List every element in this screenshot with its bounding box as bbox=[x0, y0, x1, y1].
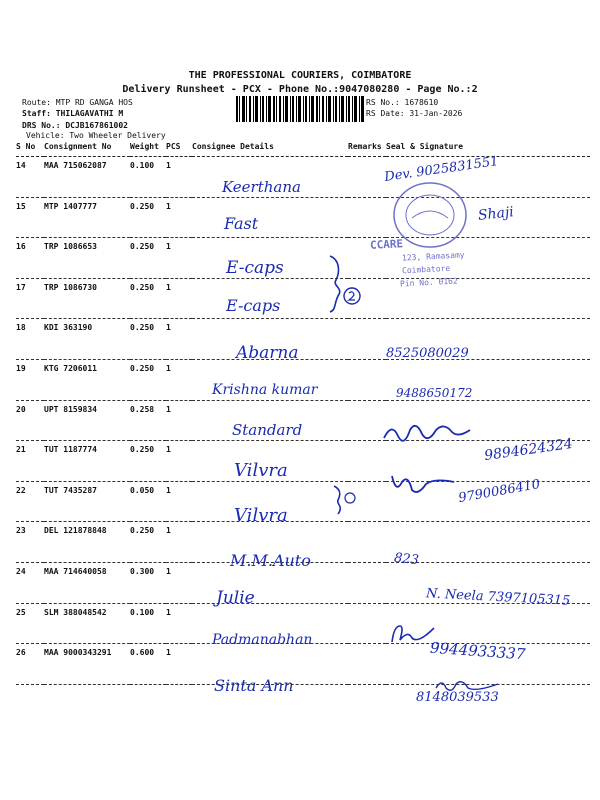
row-consignment-no: UPT 8159834 bbox=[44, 400, 130, 441]
signature-handwriting: N. Neela 7397105315 bbox=[425, 586, 571, 609]
consignee-handwriting: Standard bbox=[232, 421, 303, 439]
row-consignment-no: TRP 1086730 bbox=[44, 278, 130, 319]
barcode bbox=[236, 96, 364, 122]
row-sno: 16 bbox=[16, 238, 44, 279]
row-pcs: 1 bbox=[166, 522, 192, 563]
row-pcs: 1 bbox=[166, 644, 192, 685]
consignee-handwriting: E-caps bbox=[226, 258, 284, 278]
row-sno: 19 bbox=[16, 359, 44, 400]
row-weight: 0.100 bbox=[130, 603, 166, 644]
col-consignee-header: Consignee Details bbox=[192, 140, 348, 157]
row-consignment-no: KTG 7206011 bbox=[44, 359, 130, 400]
consignee-handwriting: E-caps bbox=[226, 296, 281, 315]
signature-handwriting: 8148039533 bbox=[416, 690, 499, 705]
row-consignment-no: TRP 1086653 bbox=[44, 238, 130, 279]
row-weight: 0.100 bbox=[130, 157, 166, 198]
row-consignment-no: MTP 1407777 bbox=[44, 197, 130, 238]
grouping-brace-mark bbox=[330, 482, 360, 518]
row-pcs: 1 bbox=[166, 319, 192, 360]
row-sno: 25 bbox=[16, 603, 44, 644]
consignee-handwriting: Krishna kumar bbox=[212, 382, 318, 398]
company-title: THE PROFESSIONAL COURIERS, COIMBATORE bbox=[188, 70, 412, 81]
signature-scribble bbox=[432, 676, 502, 694]
row-weight: 0.250 bbox=[130, 319, 166, 360]
signature-handwriting: Dev. 9025831551 bbox=[383, 154, 500, 185]
row-weight: 0.250 bbox=[130, 238, 166, 279]
signature-handwriting: 9894624324 bbox=[483, 435, 574, 465]
col-consignment-header: Consignment No bbox=[44, 140, 130, 157]
row-sno: 22 bbox=[16, 481, 44, 522]
stamp-line: Pin No. 0162 bbox=[399, 276, 458, 289]
row-sno: 18 bbox=[16, 319, 44, 360]
runsheet-subtitle: Delivery Runsheet - PCX - Phone No.:9047080280 - Page No.:2 bbox=[122, 84, 478, 95]
row-consignment-no: SLM 388048542 bbox=[44, 603, 130, 644]
row-sno: 17 bbox=[16, 278, 44, 319]
row-pcs: 1 bbox=[166, 400, 192, 441]
row-pcs: 1 bbox=[166, 359, 192, 400]
table-row bbox=[16, 157, 590, 198]
row-pcs: 1 bbox=[166, 562, 192, 603]
row-weight: 0.250 bbox=[130, 278, 166, 319]
row-weight: 0.250 bbox=[130, 441, 166, 482]
row-weight: 0.250 bbox=[130, 197, 166, 238]
row-weight: 0.300 bbox=[130, 562, 166, 603]
row-consignment-no: DEL 121878848 bbox=[44, 522, 130, 563]
table-row bbox=[16, 278, 590, 319]
signature-scribble bbox=[388, 470, 458, 500]
consignee-handwriting: Julie bbox=[216, 588, 255, 608]
row-sno: 21 bbox=[16, 441, 44, 482]
consignee-handwriting: Sinta Ann bbox=[214, 676, 294, 695]
signature-handwriting: 823 bbox=[393, 550, 420, 569]
signature-handwriting: Shaji bbox=[477, 204, 515, 224]
consignee-handwriting: Fast bbox=[224, 214, 259, 233]
row-consignment-no: MAA 9000343291 bbox=[44, 644, 130, 685]
row-consignment-no: MAA 715062087 bbox=[44, 157, 130, 198]
row-consignment-no: TUT 7435287 bbox=[44, 481, 130, 522]
col-signature-header: Seal & Signature bbox=[386, 140, 590, 157]
grouping-brace-mark bbox=[326, 252, 366, 314]
row-sno: 20 bbox=[16, 400, 44, 441]
row-consignment-no: MAA 714640058 bbox=[44, 562, 130, 603]
col-remarks-header: Remarks bbox=[348, 140, 386, 157]
row-pcs: 1 bbox=[166, 441, 192, 482]
row-sno: 14 bbox=[16, 157, 44, 198]
row-pcs: 1 bbox=[166, 197, 192, 238]
row-weight: 0.258 bbox=[130, 400, 166, 441]
row-weight: 0.050 bbox=[130, 481, 166, 522]
rs-number: RS No.: 1678610 bbox=[366, 98, 439, 107]
stamp-line: CCARE bbox=[369, 237, 404, 252]
table-row bbox=[16, 319, 590, 360]
signature-handwriting: 9944933337 bbox=[429, 638, 526, 664]
staff-text: Staff: THILAGAVATHI M bbox=[22, 109, 124, 118]
vehicle-text: Vehicle: Two Wheeler Delivery bbox=[26, 131, 166, 140]
col-pcs-header: PCS bbox=[166, 140, 192, 157]
consignee-handwriting: Vilvra bbox=[234, 505, 288, 526]
row-consignment-no: KDI 363190 bbox=[44, 319, 130, 360]
consignee-handwriting: Padmanabhan bbox=[212, 632, 313, 648]
stamp-line: Coimbatore bbox=[401, 263, 451, 276]
table-row bbox=[16, 238, 590, 279]
row-pcs: 1 bbox=[166, 481, 192, 522]
row-weight: 0.600 bbox=[130, 644, 166, 685]
row-sno: 15 bbox=[16, 197, 44, 238]
signature-handwriting: 8525080029 bbox=[386, 346, 469, 361]
consignee-handwriting: Keerthana bbox=[222, 178, 301, 196]
row-pcs: 1 bbox=[166, 238, 192, 279]
consignee-handwriting: Abarna bbox=[236, 343, 299, 363]
consignee-handwriting: Vilvra bbox=[234, 460, 288, 481]
row-consignment-no: TUT 1187774 bbox=[44, 441, 130, 482]
rs-date: RS Date: 31-Jan-2026 bbox=[366, 109, 463, 118]
table-header-row bbox=[16, 140, 590, 157]
row-weight: 0.250 bbox=[130, 359, 166, 400]
col-weight-header: Weight bbox=[130, 140, 166, 157]
row-weight: 0.250 bbox=[130, 522, 166, 563]
row-pcs: 1 bbox=[166, 157, 192, 198]
consignee-handwriting: M.M.Auto bbox=[230, 551, 311, 570]
row-sno: 24 bbox=[16, 562, 44, 603]
signature-handwriting: 9790086410 bbox=[457, 476, 542, 507]
row-pcs: 1 bbox=[166, 603, 192, 644]
route-text: Route: MTP RD GANGA HOS bbox=[22, 98, 133, 107]
row-sno: 23 bbox=[16, 522, 44, 563]
drs-number: DRS No.: DCJB167861002 bbox=[22, 121, 128, 130]
stamp-line: 123, Ramasamy bbox=[401, 250, 465, 263]
table-row bbox=[16, 400, 590, 441]
col-sno-header: S No bbox=[16, 140, 44, 157]
row-sno: 26 bbox=[16, 644, 44, 685]
signature-scribble bbox=[388, 620, 438, 650]
signature-scribble bbox=[380, 420, 480, 450]
row-pcs: 1 bbox=[166, 278, 192, 319]
signature-handwriting: 9488650172 bbox=[396, 386, 473, 400]
